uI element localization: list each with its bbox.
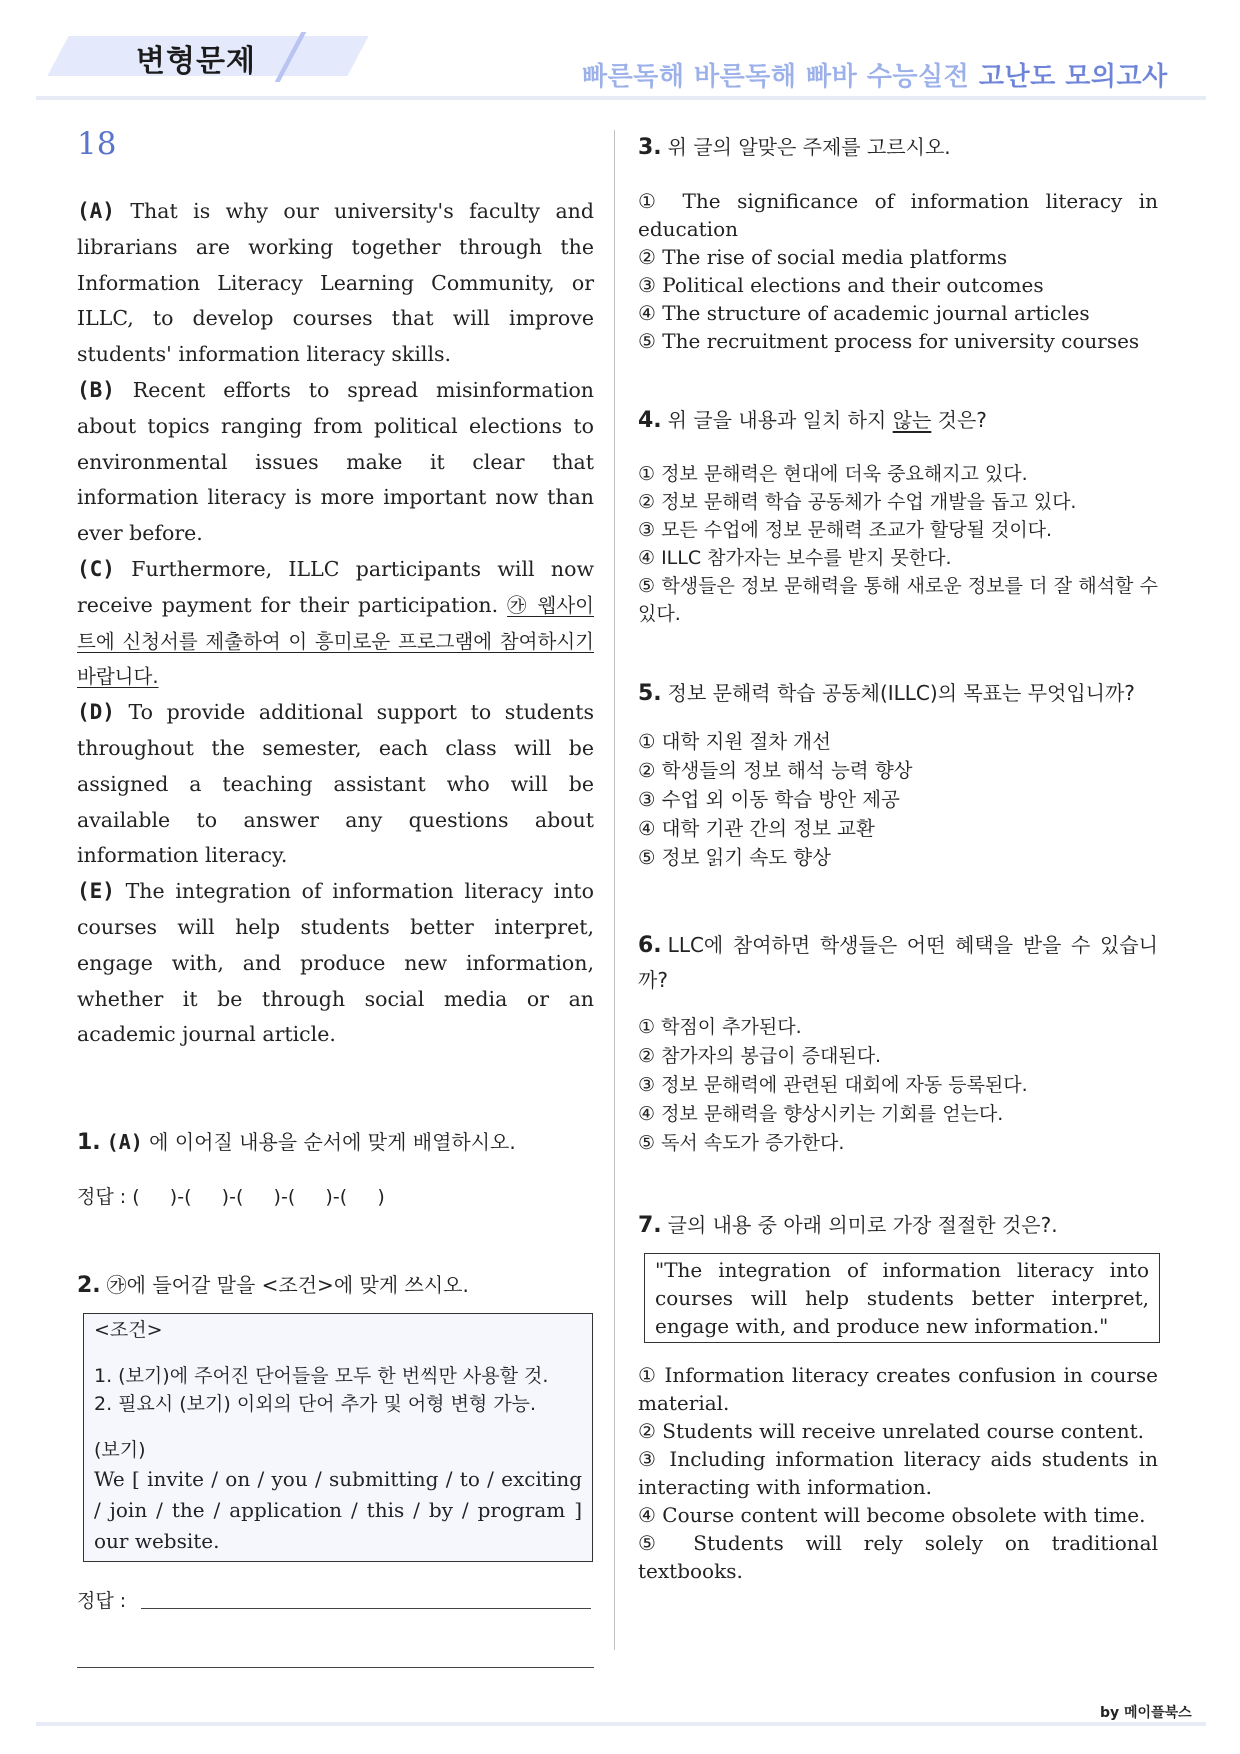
question-1-answer[interactable]: 정답 : ( )-( )-( )-( )-( ) (77, 1186, 385, 1209)
option[interactable]: ③ Including information literacy aids students in interacting with information. (638, 1447, 1158, 1499)
option[interactable]: ② 정보 문해력 학습 공동체가 수업 개발을 돕고 있다. (638, 491, 1077, 513)
option[interactable]: ① 학점이 추가된다. (638, 1016, 802, 1038)
passage (77, 194, 594, 1053)
option[interactable]: ④ Course content will become obsolete with time. (638, 1503, 1146, 1527)
question-2-number: 2. (77, 1273, 101, 1299)
question-4-text-end: 것은? (931, 408, 987, 432)
option[interactable]: ⑤ Students will rely solely on traditional textbooks. (638, 1531, 1158, 1583)
question-3-text: 위 글의 알맞은 주제를 고르시오. (667, 135, 951, 159)
paragraph-tag: (D) (77, 700, 115, 725)
left-column (77, 124, 594, 1723)
footer-credit: by 메이플북스 (1100, 1705, 1192, 1721)
question-7-number: 7. (638, 1213, 662, 1238)
question-4 (638, 403, 1158, 628)
option[interactable]: ④ 정보 문해력을 향상시키는 기회를 얻는다. (638, 1103, 1004, 1125)
header-label: 변형문제 (136, 44, 256, 79)
option[interactable]: ④ The structure of academic journal articles (638, 301, 1090, 325)
question-2-prompt (77, 1268, 594, 1303)
question-5-prompt (638, 676, 1158, 711)
question-6-options (638, 1013, 1158, 1158)
quote-box: "The integration of information literacy into courses will help students better interpret, engage with, and produce new information." (644, 1253, 1160, 1343)
question-7-options (638, 1361, 1158, 1585)
answer-line[interactable] (141, 1608, 591, 1609)
question-6-number: 6. (638, 933, 662, 958)
passage-paragraph-d (77, 695, 594, 874)
option[interactable]: ③ 수업 외 이동 학습 방안 제공 (638, 788, 900, 811)
option[interactable]: ② 학생들의 정보 해석 능력 향상 (638, 759, 913, 782)
condition-title: <조건> (94, 1319, 163, 1342)
page-header (0, 0, 1240, 100)
condition-1: 1. (보기)에 주어진 단어들을 모두 한 번씩만 사용할 것. (94, 1365, 549, 1388)
passage-paragraph-e (77, 874, 594, 1053)
question-2 (77, 1268, 594, 1723)
option[interactable]: ① 대학 지원 절차 개선 (638, 730, 831, 753)
option[interactable]: ③ 모든 수업에 정보 문해력 조교가 할당될 것이다. (638, 519, 1053, 541)
paragraph-text: To provide additional support to students throughout the semester, each class will be assigned a teaching assistant who will be available to answer any questions about information literacy. (77, 700, 594, 868)
question-1-tag: (A) (106, 1130, 143, 1155)
question-1-prompt (77, 1125, 594, 1160)
question-7 (638, 1208, 1158, 1585)
question-4-number: 4. (638, 408, 662, 433)
option[interactable]: ⑤ 독서 속도가 증가한다. (638, 1132, 845, 1154)
paragraph-tag: (B) (77, 377, 115, 402)
passage-paragraph-c (77, 552, 594, 695)
column-divider (614, 130, 615, 1650)
underlined-blank-ga: ㉮ 웹사이트에 신청서를 제출하여 이 흥미로운 프로그램에 참여하시기 바랍니다. (77, 593, 595, 689)
question-7-text: 글의 내용 중 아래 의미로 가장 절절한 것은?. (667, 1213, 1058, 1237)
series-prefix: 빠른독해 바른독해 빠바 수능실전 (582, 62, 979, 92)
question-1-number: 1. (77, 1130, 101, 1156)
question-4-options (638, 460, 1158, 628)
paragraph-text: The integration of information literacy into courses will help students better interpret, engage with, and produce new information, whether it be through social media or an academic journal article. (77, 879, 594, 1047)
footer-divider (36, 1722, 1206, 1726)
option[interactable]: ② The rise of social media platforms (638, 245, 1008, 269)
answer-line[interactable] (77, 1667, 594, 1668)
question-3-number: 3. (638, 135, 662, 160)
series-highlight: 고난도 모의고사 (978, 62, 1168, 92)
paragraph-text: Furthermore, ILLC participants will now receive payment for their participation. (77, 556, 594, 617)
option[interactable]: ⑤ 정보 읽기 속도 향상 (638, 846, 831, 869)
question-6-prompt (638, 928, 1158, 997)
question-4-text-underlined: 않는 (892, 408, 932, 432)
condition-box (83, 1313, 593, 1562)
option[interactable]: ③ 정보 문해력에 관련된 대회에 자동 등록된다. (638, 1074, 1028, 1096)
passage-paragraph-b (77, 373, 594, 552)
paragraph-tag: (A) (77, 199, 115, 223)
option[interactable]: ④ 대학 기관 간의 정보 교환 (638, 817, 875, 840)
right-column (638, 130, 1158, 1585)
question-7-prompt (638, 1208, 1158, 1243)
option[interactable]: ④ ILLC 참가자는 보수를 받지 못한다. (638, 547, 952, 569)
paragraph-tag: (E) (77, 879, 115, 904)
question-5 (638, 676, 1158, 872)
question-6-text: LLC에 참여하면 학생들은 어떤 혜택을 받을 수 있습니까? (638, 933, 1158, 992)
paragraph-tag: (C) (77, 556, 115, 581)
option[interactable]: ② 참가자의 봉급이 증대된다. (638, 1045, 882, 1067)
question-2-text: ㉮에 들어갈 말을 <조건>에 맞게 쓰시오. (106, 1273, 469, 1298)
question-3-prompt (638, 130, 1158, 165)
option[interactable]: ⑤ 학생들은 정보 문해력을 통해 새로운 정보를 더 잘 해석할 수 있다. (638, 575, 1158, 625)
question-5-text: 정보 문해력 학습 공동체(ILLC)의 목표는 무엇입니까? (667, 681, 1135, 705)
question-3-options (638, 187, 1158, 355)
option[interactable]: ① The significance of information literacy in education (638, 189, 1158, 241)
question-4-text: 위 글을 내용과 일치 하지 (667, 408, 893, 432)
condition-2: 2. 필요시 (보기) 이외의 단어 추가 및 어형 변형 가능. (94, 1393, 537, 1416)
header-series-title (582, 56, 1168, 93)
question-5-options (638, 727, 1158, 872)
question-number: 18 (77, 126, 117, 162)
option[interactable]: ③ Political elections and their outcomes (638, 273, 1044, 297)
passage-paragraph-a (77, 194, 594, 373)
question-2-answer-row (77, 1586, 594, 1613)
question-1-text: 에 이어질 내용을 순서에 맞게 배열하시오. (142, 1130, 516, 1155)
bogi-words: We [ invite / on / you / submitting / to / exciting / join / the / application / this / by / program ] our website. (94, 1467, 582, 1554)
question-3 (638, 130, 1158, 355)
paragraph-text: Recent efforts to spread misinformation about topics ranging from political elections to environmental issues make it clear that information literacy is more important now than ever before. (77, 377, 594, 546)
option[interactable]: ① 정보 문해력은 현대에 더욱 중요해지고 있다. (638, 463, 1028, 485)
question-6 (638, 928, 1158, 1158)
bogi-title: (보기) (94, 1439, 146, 1462)
paragraph-text: That is why our university's faculty and librarians are working together through the Information Literacy Learning Community, or ILLC, to develop courses that will improve students' information literacy skills. (77, 199, 594, 367)
option[interactable]: ② Students will receive unrelated course content. (638, 1419, 1144, 1443)
question-1 (77, 1125, 594, 1214)
option[interactable]: ① Information literacy creates confusion in course material. (638, 1363, 1158, 1415)
option[interactable]: ⑤ The recruitment process for university courses (638, 329, 1140, 353)
question-2-answer-label: 정답 : (77, 1590, 127, 1613)
header-divider (36, 96, 1206, 100)
question-4-prompt (638, 403, 1158, 438)
question-5-number: 5. (638, 681, 662, 706)
